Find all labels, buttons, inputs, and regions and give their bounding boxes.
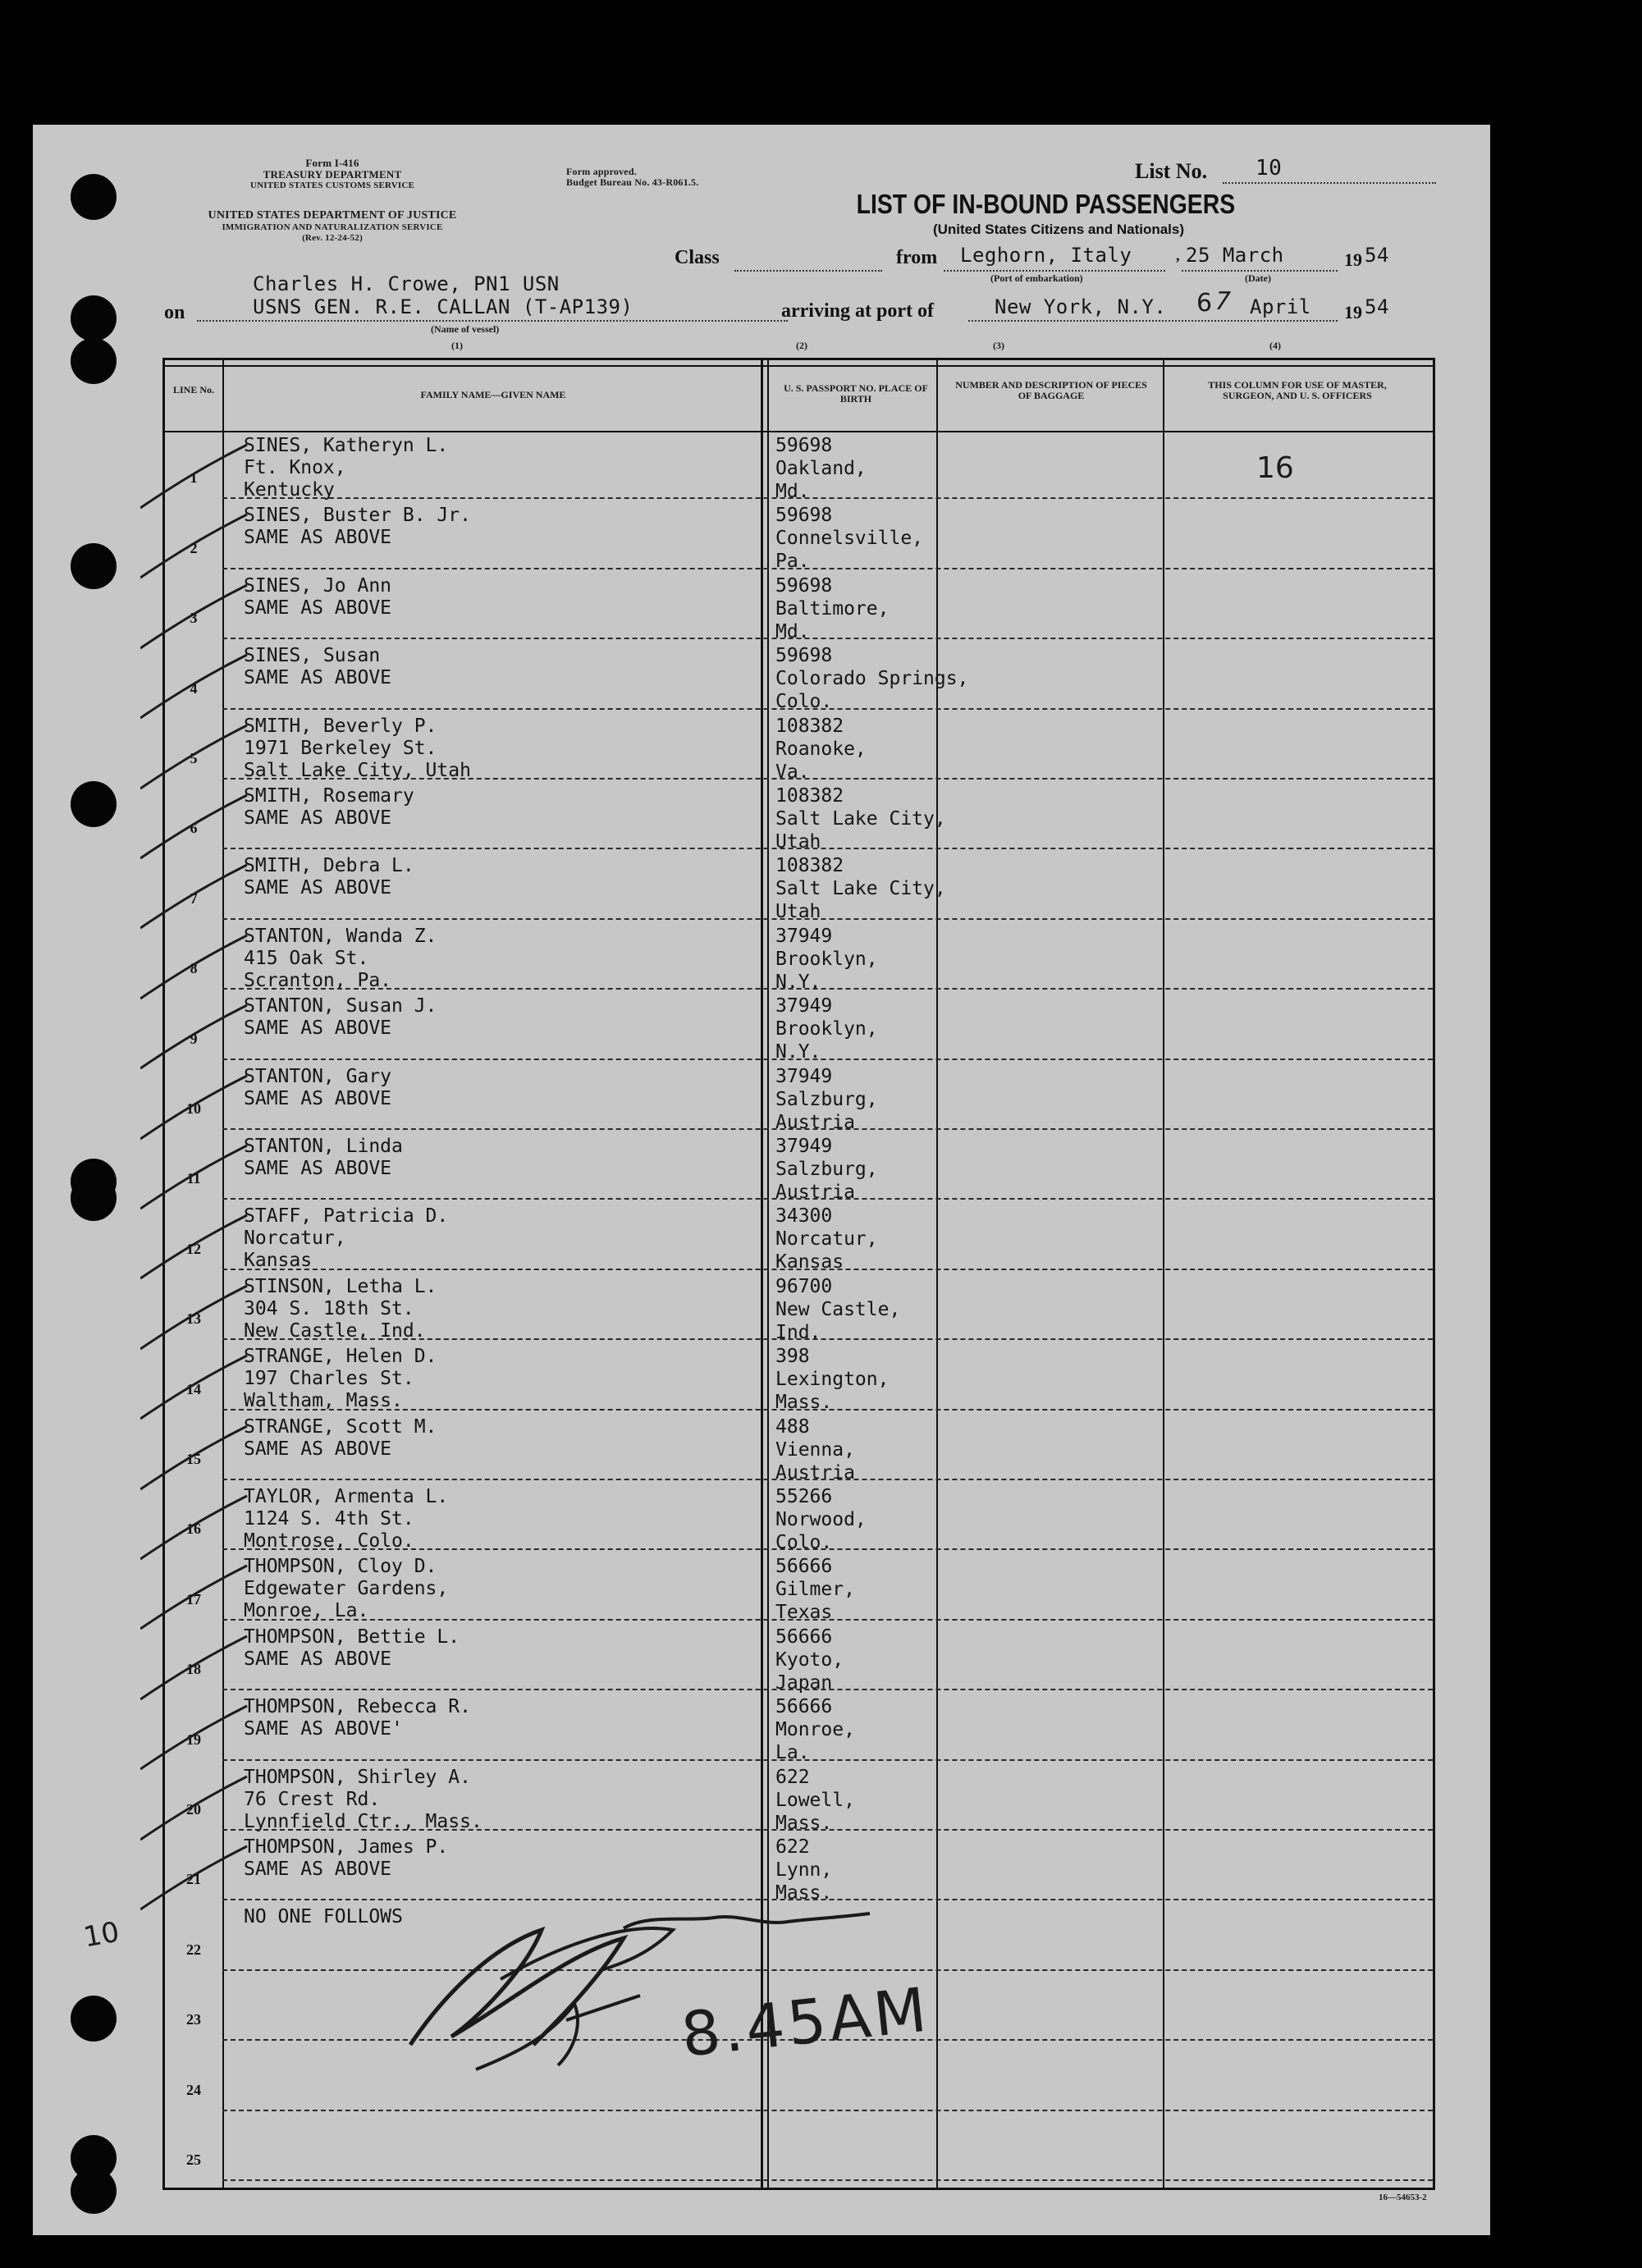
place-of-birth: Md. [775,481,810,502]
passenger-address: SAME AS ABOVE' [244,1718,403,1740]
passenger-address: SAME AS ABOVE [244,667,392,689]
arrival-year: 54 [1365,295,1389,318]
passenger-name: STRANGE, Scott M. [244,1415,437,1438]
place-of-birth: Austria [775,1182,855,1203]
justice-line-1: UNITED STATES DEPARTMENT OF JUSTICE [208,209,457,222]
punch-hole [71,338,117,384]
place-of-birth: Texas [775,1602,833,1624]
page-subtitle: (United States Citizens and Nationals) [932,222,1185,237]
place-of-birth: Colorado Springs, [775,668,969,690]
arriving-label: arriving at port of [781,300,934,322]
passport-number: 108382 [775,715,844,737]
agency-line-2: UNITED STATES CUSTOMS SERVICE [249,181,415,190]
place-of-birth: N.Y. [775,1041,821,1063]
place-of-birth: Va. [775,761,810,783]
place-of-birth: Japan [775,1671,833,1694]
line-number: 24 [186,2081,201,2098]
passport-number: 55266 [775,1486,833,1507]
departure-date: 25 March [1186,244,1284,267]
check-mark-icon [140,721,255,795]
col-header-line-no: LINE No. [172,384,214,396]
passenger-address: SAME AS ABOVE [244,807,392,829]
row-divider [222,1548,1433,1550]
arrival-year-prefix: 19 [1344,302,1362,322]
check-mark-icon [140,441,255,514]
arrival-day: 6 [1196,289,1213,318]
justice-line-2: IMMIGRATION AND NATURALIZATION SERVICE [222,222,443,232]
row-divider [222,1128,1433,1130]
line-number: 22 [186,1941,201,1958]
arrival-day-mark: 7 [1210,287,1234,316]
passenger-name: STANTON, Linda [244,1136,403,1157]
passport-number: 488 [775,1415,810,1438]
line-number: 15 [186,1451,201,1467]
passenger-address: SAME AS ABOVE [244,877,392,899]
passenger-name: SMITH, Debra L. [244,855,414,877]
row-divider [222,848,1433,849]
line-number: 20 [186,1801,201,1818]
passenger-address: 76 Crest Rd. [244,1788,381,1810]
col-header-passport: U. S. PASSPORT NO. PLACE OF BIRTH [784,382,928,405]
place-of-birth: Monroe, [775,1719,855,1741]
passport-number: 59698 [775,574,833,597]
passenger-address: Edgewater Gardens, [244,1578,449,1600]
line-number: 16 [186,1520,201,1538]
passenger-name: STANTON, Gary [244,1065,392,1087]
place-of-birth: Utah [775,831,821,853]
passport-number: 108382 [775,855,844,877]
place-of-birth: Austria [775,1111,855,1133]
passport-number: 108382 [775,785,844,807]
row-divider [222,2179,1433,2181]
row-divider [222,1619,1433,1621]
place-of-birth: Ind. [775,1321,821,1343]
departure-year: 54 [1365,244,1389,267]
page-title: LIST OF IN-BOUND PASSENGERS [856,189,1236,219]
place-of-birth: Salzburg, [775,1088,878,1110]
place-of-birth: Norwood, [775,1509,867,1530]
passenger-address: 415 Oak St. [244,947,369,969]
row-divider [222,1198,1433,1200]
passenger-name: THOMPSON, Rebecca R. [244,1696,471,1718]
col-header-baggage: NUMBER AND DESCRIPTION OF PIECES OF BAGGAGE [955,379,1147,401]
row-divider [222,708,1433,710]
row-divider [222,2110,1433,2111]
col-header-name: FAMILY NAME—GIVEN NAME [420,389,566,400]
punch-hole [71,1996,117,2042]
passenger-name: STAFF, Patricia D. [244,1205,449,1228]
row-divider [222,1759,1433,1761]
place-of-birth: La. [775,1742,810,1764]
vessel-name: USNS GEN. R.E. CALLAN (T-AP139) [253,295,633,318]
line-number: 25 [186,2151,201,2168]
place-of-birth: Baltimore, [775,597,890,620]
passenger-address: SAME AS ABOVE [244,527,392,549]
place-of-birth: Lowell, [775,1789,855,1811]
place-of-birth: Pa. [775,551,810,573]
passport-number: 37949 [775,1136,833,1157]
arrival-time-stamp: 8.45AM [678,1974,933,2071]
col-num-4: (4) [1269,340,1281,351]
line-number: 7 [190,889,198,907]
passenger-address: SAME AS ABOVE [244,597,392,619]
place-of-birth: Kyoto, [775,1648,844,1671]
check-mark-icon [140,1282,255,1356]
passenger-address: 1124 S. 4th St. [244,1508,414,1530]
passenger-name: THOMPSON, James P. [244,1836,449,1858]
place-of-birth: Lexington, [775,1369,890,1391]
passenger-name: STINSON, Letha L. [244,1275,437,1297]
col-num-1: (1) [451,340,463,351]
passenger-address: Lynnfield Ctr., Mass. [244,1810,483,1832]
passenger-address: SAME AS ABOVE [244,1648,392,1670]
approval-line-2: Budget Bureau No. 43-R061.5. [566,176,699,188]
line-number: 12 [186,1240,201,1257]
line-number: 8 [190,960,198,977]
justice-line-3: (Rev. 12-24-52) [302,233,363,243]
place-of-birth: New Castle, [775,1298,901,1320]
line-number: 18 [186,1661,201,1678]
passport-number: 56666 [775,1696,833,1718]
vessel-caption: (Name of vessel) [431,323,500,335]
margin-mark: 10 [80,1915,122,1955]
check-mark-icon [140,1422,255,1496]
place-of-birth: Vienna, [775,1438,855,1461]
row-divider [222,778,1433,780]
place-of-birth: Norcatur, [775,1228,878,1251]
row-divider [222,1829,1433,1831]
line-number: 6 [190,820,198,837]
passport-number: 37949 [775,925,833,947]
on-label: on [164,302,185,323]
row-divider [222,1269,1433,1270]
check-mark-icon [140,581,255,655]
line-number: 23 [186,2011,201,2028]
date-caption: (Date) [1245,272,1271,284]
place-of-birth: Utah [775,901,821,923]
punch-hole [71,2168,117,2214]
place-of-birth: Colo. [775,1532,833,1553]
passenger-name: SINES, Buster B. Jr. [244,505,471,527]
place-of-birth: Oakland, [775,458,867,479]
passenger-name: THOMPSON, Shirley A. [244,1766,471,1788]
approval-line-1: Form approved. [566,166,637,177]
place-of-birth: Brooklyn, [775,948,878,970]
line-number: 5 [190,750,198,766]
departure-year-prefix: 19 [1344,249,1362,270]
passenger-address: Waltham, Mass. [244,1390,403,1412]
passenger-name: THOMPSON, Cloy D. [244,1556,437,1578]
row-divider [222,1409,1433,1411]
place-of-birth: Mass. [775,1392,833,1414]
place-of-birth: Salt Lake City, [775,808,946,830]
arrival-month: April [1250,295,1311,318]
row-divider [222,1479,1433,1480]
passport-number: 59698 [775,645,833,667]
passenger-address: Monroe, La. [244,1600,369,1622]
row-divider [222,988,1433,990]
passenger-address: SAME AS ABOVE [244,1017,392,1040]
check-mark-icon [140,1702,255,1776]
place-of-birth: N.Y. [775,971,821,993]
place-of-birth: Brooklyn, [775,1018,878,1040]
place-of-birth: Md. [775,620,810,642]
passenger-name: STRANGE, Helen D. [244,1346,437,1368]
line-number: 2 [190,539,198,556]
line-number: 21 [186,1871,201,1888]
check-mark-icon [140,1351,255,1425]
passenger-name: STANTON, Wanda Z. [244,925,437,947]
passport-number: 622 [775,1766,810,1788]
col-header-officers: THIS COLUMN FOR USE OF MASTER, SURGEON, AND U. S. OFFICERS [1208,379,1387,401]
passport-number: 622 [775,1836,810,1858]
row-divider [222,1059,1433,1060]
punch-hole [71,543,117,589]
check-mark-icon [140,1072,255,1145]
col-num-2: (2) [796,340,807,351]
passport-number: 59698 [775,505,833,527]
passport-number: 398 [775,1346,810,1368]
passenger-address: Kentucky [244,479,335,501]
punch-hole [71,781,117,827]
passenger-name: SINES, Susan [244,645,381,667]
passport-number: 37949 [775,1065,833,1087]
passenger-address: Salt Lake City, Utah [244,759,471,781]
check-mark-icon [140,651,255,725]
passenger-address: 1971 Berkeley St. [244,737,437,759]
footer-code: 16—54653-2 [1379,2193,1427,2202]
check-mark-icon [140,1211,255,1285]
passenger-name: SMITH, Beverly P. [244,715,437,737]
officer-note: 16 [1256,451,1294,485]
passenger-address: SAME AS ABOVE [244,1859,392,1880]
row-divider [222,1338,1433,1340]
passport-number: 56666 [775,1556,833,1578]
passenger-name: SINES, Jo Ann [244,574,392,597]
place-of-birth: Salt Lake City, [775,878,946,900]
col-num-3: (3) [993,340,1004,351]
check-mark-icon [140,1141,255,1215]
place-of-birth: Gilmer, [775,1579,855,1601]
officer-name: Charles H. Crowe, PN1 USN [253,272,560,295]
passenger-address: SAME AS ABOVE [244,1087,392,1109]
port-of-embarkation: Leghorn, Italy [960,244,1132,267]
passenger-address: Ft. Knox, [244,457,346,478]
place-of-birth: Kansas [775,1251,844,1273]
line-number: 11 [186,1170,201,1187]
arrival-port: New York, N.Y. [995,295,1167,318]
line-number: 14 [186,1380,201,1397]
place-of-birth: Salzburg, [775,1159,878,1180]
passenger-address: 197 Charles St. [244,1368,414,1390]
place-of-birth: Roanoke, [775,738,867,760]
check-mark-icon [140,1492,255,1566]
passport-number: 59698 [775,435,833,456]
class-label: Class [675,247,720,268]
passenger-address: SAME AS ABOVE [244,1158,392,1179]
check-mark-icon [140,931,255,1005]
place-of-birth: Lynn, [775,1859,833,1881]
place-of-birth: Mass. [775,1882,833,1904]
passenger-address: SAME AS ABOVE [244,1438,392,1460]
row-divider [222,918,1433,920]
passport-number: 56666 [775,1626,833,1648]
place-of-birth: Colo. [775,691,833,713]
passport-number: 37949 [775,995,833,1017]
line-number: 4 [190,679,198,697]
line-number: 17 [186,1590,201,1607]
check-mark-icon [140,510,255,584]
passenger-address: Kansas [244,1250,313,1272]
check-mark-icon [140,1562,255,1635]
list-no-label: List No. [1135,159,1208,183]
passport-number: 96700 [775,1275,833,1297]
punch-hole [71,1175,117,1221]
passenger-name: STANTON, Susan J. [244,995,437,1017]
passenger-name: TAYLOR, Armenta L. [244,1486,449,1507]
row-divider [222,568,1433,569]
manifest-page: Form I-416 TREASURY DEPARTMENT UNITED STATES CUSTOMS SERVICE UNITED STATES DEPARTMENT OF JUSTICE IMMIGRATION AND NATURALIZATION SERVICE (Rev. 12-24-52) Form approved. Budget Bureau No. 43-R061.5. List No. 10 LIST OF IN-BOUND PASSENGERS (United States Citizens and Nationals) Class from Leghorn, Italy (Port of embarkation) 25 March , (Date) 19 54 Charles H. Crowe, PN1 USN on USNS GEN. R.E. CALLAN (T-AP139) (Name of vessel) arriving at port of New York, N.Y. 6 7 April 19 54 (1) (2) (3) (4) LINE No. FAMILY NAME—GIVEN NAME U. S. PASSPORT NO. PLACE OF BIRTH NUMBER AND DESCRIPTION OF PIECES OF BAGGAGE THIS COLUMN FOR USE OF MASTER, SURGEON, AND U. S. OFFICERS 1 SINES, Katheryn L. Ft. Knox, Kentucky 59698 Oakland, Md. 16 2 SINES, Buster B. Jr. SAME AS ABOVE 59698 Connelsville, Pa. 3 SINES, Jo Ann SAME AS ABOVE 59698 Baltimore, Md. 4 SINES, Susan SAME AS ABOVE 59698 Colorado Springs, Colo. 5 SMITH, Beverly P. 1971 Berkeley St. Salt Lake City, Utah 108382 Roanoke, Va. 6 SMITH, Rosemary SAME AS ABOVE 108382 Salt Lake City, Utah 7 SMITH, Debra L. SAME AS ABOVE 108382 Salt Lake City, Utah 8 STANTON, Wanda Z. 415 Oak St. Scranton, Pa. 37949 Brooklyn, N.Y. 9 STANTON, Susan J. SAME AS ABOVE 37949 Brooklyn, N.Y. 10 STANTON, Gary SAME AS ABOVE 37949 Salzburg, Austria 11 STANTON, Linda SAME AS ABOVE 37949 Salzburg, Austria 12 STAFF, Patricia D. Norcatur, Kansas 34300 Norcatur, Kansas 13 STINSON, Letha L. 304 S. 18th St. New Castle, Ind. 96700 New Castle, Ind. 14 STRANGE, Helen D. 197 Charles St. Waltham, Mass. 398 Lexington, Mass. 15 STRANGE, Scott M. SAME AS ABOVE 488 Vienna, Austria 16 TAYLOR, Armenta L. 1124 S. 4th St. Montrose, Colo. 55266 Norwood, Colo. 17 THOMPSON, Cloy D. Edgewater Gardens, Monroe, La. 56666 Gilmer, Texas 18 THOMPSON, Bettie L. SAME AS ABOVE 56666 Kyoto, Japan 19 THOMPSON, Rebecca R. SAME AS ABOVE' 56666 Monroe, La. 20 THOMPSON, Shirley A. 76 Crest Rd. Lynnfield Ctr., Mass. 622 Lowell, Mass. 21 THOMPSON, James P. SAME AS ABOVE 622 Lynn, Mass. 22 NO ONE FOLLOWS 23 24 25 10 8.45AM 16—54653-2 [33,125,1490,2235]
passenger-address: Scranton, Pa. [244,969,392,991]
check-mark-icon [140,791,255,865]
list-no: 10 [1256,156,1283,181]
check-mark-icon [140,1001,255,1075]
passenger-name: THOMPSON, Bettie L. [244,1626,460,1648]
passport-number: 34300 [775,1205,833,1228]
punch-hole [71,174,117,220]
passenger-address: New Castle, Ind. [244,1319,426,1342]
line-number: 1 [190,469,198,487]
row-divider [222,1689,1433,1690]
passenger-address: Montrose, Colo. [244,1530,414,1552]
place-of-birth: Austria [775,1461,855,1484]
port-caption: (Port of embarkation) [990,272,1083,284]
passenger-address: Norcatur, [244,1228,346,1250]
from-label: from [896,247,938,268]
line-number: 9 [190,1030,198,1047]
passenger-name: SMITH, Rosemary [244,785,414,807]
line-number: 10 [186,1100,201,1117]
row-divider [222,497,1433,499]
punch-hole [71,295,117,341]
check-mark-icon [140,1632,255,1706]
line-number: 19 [186,1731,201,1748]
form-number: Form I-416 [305,157,359,169]
place-of-birth: Mass. [775,1812,833,1834]
place-of-birth: Connelsville, [775,528,924,550]
line-number: 3 [190,610,198,627]
passenger-address: 304 S. 18th St. [244,1297,414,1319]
row-divider [222,638,1433,639]
passenger-name: NO ONE FOLLOWS [244,1906,403,1928]
passenger-name: SINES, Katheryn L. [244,435,449,456]
check-mark-icon [140,1842,255,1916]
check-mark-icon [140,1772,255,1846]
agency-line-1: TREASURY DEPARTMENT [263,168,402,181]
line-number: 13 [186,1310,201,1328]
check-mark-icon [140,861,255,935]
